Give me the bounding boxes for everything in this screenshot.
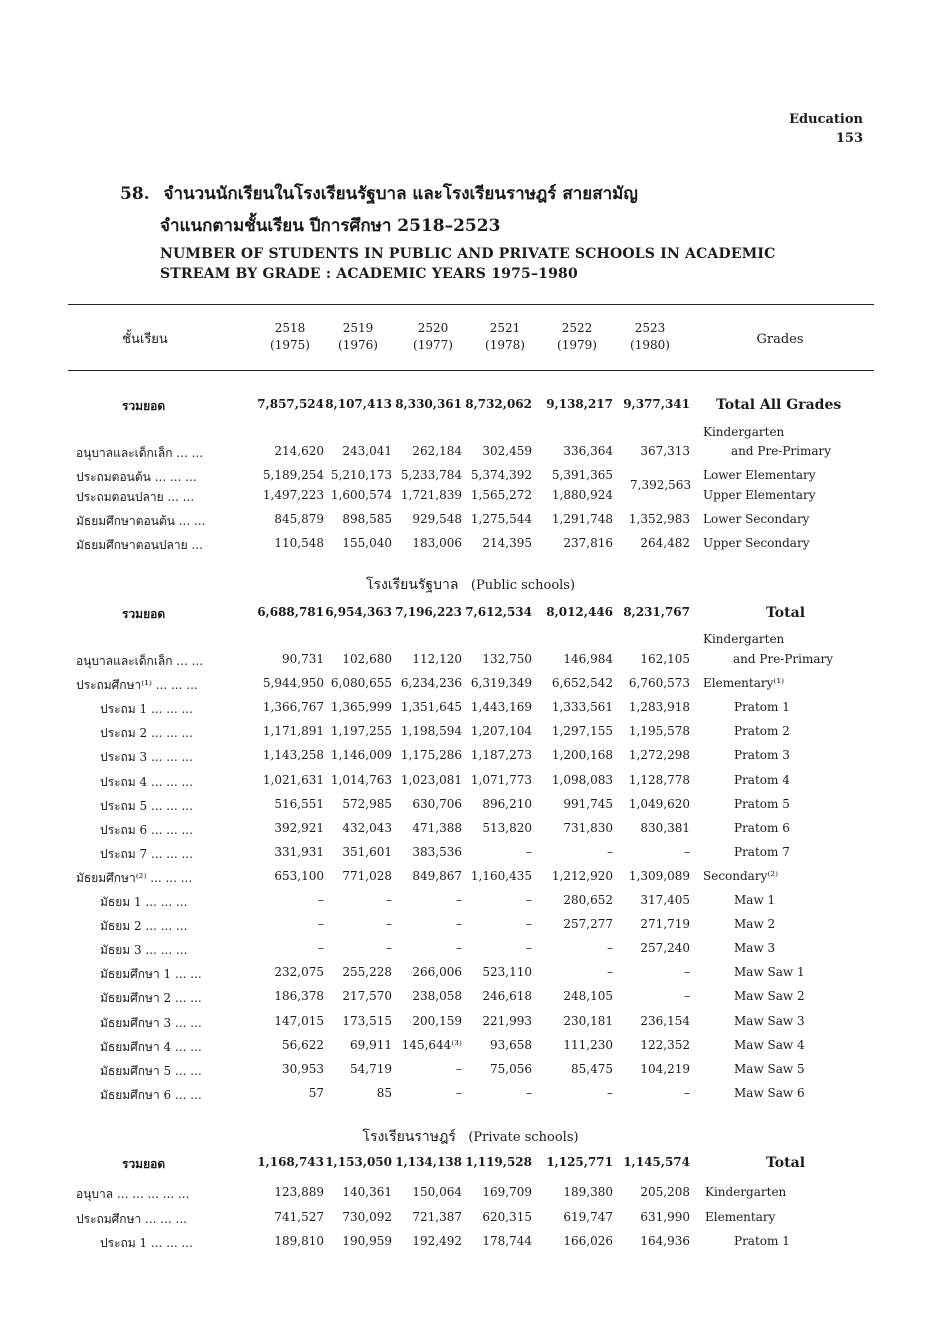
table-cell: – xyxy=(386,941,392,956)
table-cell: 200,159 xyxy=(412,1013,462,1028)
table-cell: 189,380 xyxy=(563,1185,613,1199)
table-cell: 730,092 xyxy=(342,1209,392,1224)
row-label-english: Total All Grades xyxy=(716,397,842,413)
table-cell: 205,208 xyxy=(640,1185,690,1199)
table-cell: 741,527 xyxy=(274,1209,324,1224)
table-cell: 217,570 xyxy=(342,989,392,1004)
row-label-thai: ประถม 4 ... ... ... xyxy=(100,774,193,789)
table-cell: – xyxy=(684,844,690,859)
row-label-thai: มัธยม 1 ... ... ... xyxy=(100,895,188,909)
table-cell: 271,719 xyxy=(640,917,690,932)
table-cell: 112,120 xyxy=(412,652,462,666)
table-cell: – xyxy=(456,1061,462,1076)
table-cell: – xyxy=(456,893,462,907)
top-rule xyxy=(68,304,874,305)
table-cell: 257,240 xyxy=(640,941,690,956)
row-label-english: Pratom 5 xyxy=(734,796,790,811)
table-cell: 56,622 xyxy=(282,1037,324,1052)
table-cell: – xyxy=(456,917,462,932)
table-cell: 1,443,169 xyxy=(470,700,532,715)
table-cell: 104,219 xyxy=(640,1061,690,1076)
table-cell: – xyxy=(526,941,532,956)
table-cell: 620,315 xyxy=(482,1209,532,1224)
row-label-thai: มัธยมศึกษา 4 ... ... xyxy=(100,1039,202,1054)
row-label-thai: มัธยมศึกษา⁽²⁾ ... ... ... xyxy=(76,870,193,885)
row-label-english: and Pre-Primary xyxy=(733,652,834,666)
title-thai-line2: จำแนกตามชั้นเรียน ปีการศึกษา 2518–2523 xyxy=(160,216,501,236)
table-cell: 1,175,286 xyxy=(400,748,462,763)
table-cell: 102,680 xyxy=(342,652,392,666)
row-label-english: Maw 3 xyxy=(734,941,776,956)
table-cell: 516,551 xyxy=(274,796,324,811)
column-header-year: 2520 (1977) xyxy=(413,321,453,352)
table-row xyxy=(0,1062,941,1084)
row-label-english: Pratom 2 xyxy=(734,724,790,739)
table-cell: – xyxy=(456,941,462,956)
table-cell: – xyxy=(607,941,613,956)
header-rule xyxy=(68,370,874,371)
table-cell: 1,146,009 xyxy=(330,748,392,763)
page-number: 153 xyxy=(835,131,863,146)
table-cell: – xyxy=(607,965,613,980)
table-cell: 150,064 xyxy=(412,1185,462,1199)
table-cell: 1,309,089 xyxy=(628,868,690,883)
table-cell: 255,228 xyxy=(342,965,392,980)
table-row xyxy=(0,1086,941,1108)
table-cell: 166,026 xyxy=(563,1234,613,1248)
table-cell: 54,719 xyxy=(350,1061,392,1076)
table-cell: 1,049,620 xyxy=(628,796,690,811)
row-label-english: Maw Saw 1 xyxy=(734,965,805,980)
row-label-thai: มัธยม 2 ... ... ... xyxy=(100,919,188,934)
row-label-english: Maw Saw 3 xyxy=(734,1013,805,1028)
table-cell: 1,366,767 xyxy=(262,700,324,715)
table-cell: 1,197,255 xyxy=(330,724,392,739)
table-cell: 190,959 xyxy=(342,1234,392,1248)
table-cell: 653,100 xyxy=(274,868,324,883)
table-cell: 164,936 xyxy=(640,1234,690,1248)
table-cell: 75,056 xyxy=(490,1061,532,1076)
row-label-thai: ประถม 3 ... ... ... xyxy=(100,750,193,765)
row-label-english: Pratom 1 xyxy=(734,1234,790,1248)
row-label-english: Pratom 4 xyxy=(734,772,790,787)
table-title-thai xyxy=(120,180,638,207)
row-label-thai: ประถม 5 ... ... ... xyxy=(100,798,193,813)
table-cell: 1,297,155 xyxy=(551,724,613,739)
table-row xyxy=(0,724,941,746)
table-cell: 1,365,999 xyxy=(330,700,392,715)
column-header-year: 2519 (1976) xyxy=(338,321,378,352)
row-label-english: Pratom 7 xyxy=(734,844,790,859)
row-label-english: Pratom 3 xyxy=(734,748,790,763)
merged-elementary-1980: 7,392,563 xyxy=(630,478,692,492)
table-row xyxy=(0,821,941,843)
table-row xyxy=(0,1038,941,1060)
table-cell: 111,230 xyxy=(563,1037,613,1052)
table-row: ประถมตอนปลาย ... ... 1,497,223 1,600,574 1,721,839 1,565,272 1,880,924 Upper Elementary xyxy=(76,488,816,504)
table-cell: 147,015 xyxy=(274,1013,324,1028)
table-cell: 523,110 xyxy=(482,965,532,980)
row-label-thai: มัธยม 3 ... ... ... xyxy=(100,943,188,958)
row-label-english-line1: Kindergarten xyxy=(703,632,785,646)
table-cell: 6,080,655 xyxy=(330,676,392,691)
table-row xyxy=(0,797,941,819)
table-cell: 1,098,083 xyxy=(551,772,613,787)
row-label-thai: ประถม 1 ... ... ... xyxy=(100,1236,193,1250)
table-cell: 392,921 xyxy=(274,820,324,835)
table-row xyxy=(0,748,941,770)
table-cell: 721,387 xyxy=(412,1209,462,1224)
table-cell: – xyxy=(318,941,324,956)
table-cell: – xyxy=(318,893,324,907)
row-label-thai: อนุบาลและเด็กเล็ก ... ... xyxy=(76,654,204,668)
column-header-grades-english: Grades xyxy=(756,332,804,347)
table-cell: 991,745 xyxy=(563,796,613,811)
table-cell: 280,652 xyxy=(563,893,613,907)
table-cell: 1,351,645 xyxy=(400,700,462,715)
table-cell: – xyxy=(526,893,532,907)
table-cell: 1,198,594 xyxy=(400,724,462,739)
table-cell: – xyxy=(386,893,392,907)
row-label-thai: มัธยมศึกษา 5 ... ... xyxy=(100,1063,202,1078)
table-cell: – xyxy=(684,965,690,980)
table-cell: 1,283,918 xyxy=(628,700,690,715)
table-cell: 85,475 xyxy=(571,1061,613,1076)
table-cell: 1,187,273 xyxy=(470,748,532,763)
table-cell: 238,058 xyxy=(412,989,462,1004)
row-label-english: Pratom 1 xyxy=(734,700,790,715)
table-row xyxy=(0,941,941,963)
table-cell: 572,985 xyxy=(342,796,392,811)
table-row: มัธยมศึกษาตอนปลาย ... 110,548 155,040 183,006 214,395 237,816 264,482 Upper Secondary xyxy=(76,536,810,552)
table-cell: 178,744 xyxy=(482,1234,532,1248)
column-header-grades-thai: ชั้นเรียน xyxy=(122,332,168,347)
table-cell: 90,731 xyxy=(282,652,324,666)
table-cell: 6,760,573 xyxy=(628,676,690,691)
row-label-english: Maw Saw 5 xyxy=(734,1061,805,1076)
table-cell: – xyxy=(684,989,690,1004)
table-cell: 1,143,258 xyxy=(262,748,324,763)
table-row xyxy=(0,917,941,939)
table-cell: 189,810 xyxy=(274,1234,324,1248)
row-label-english: Maw 2 xyxy=(734,917,776,932)
table-cell: 331,931 xyxy=(274,844,324,859)
row-label-english-line1: Kindergarten xyxy=(703,425,785,439)
table-cell: 849,867 xyxy=(412,868,462,883)
table-cell: 317,405 xyxy=(640,893,690,907)
table-cell: 123,889 xyxy=(274,1185,324,1199)
table-cell: 513,820 xyxy=(482,820,532,835)
row-label-english: Maw 1 xyxy=(734,893,776,907)
table-row xyxy=(0,700,941,722)
table-cell: 351,601 xyxy=(342,844,392,859)
table-cell: 1,021,631 xyxy=(262,772,324,787)
table-cell: – xyxy=(526,1085,532,1100)
table-number: 58. xyxy=(120,184,150,204)
table-cell: 30,953 xyxy=(282,1061,324,1076)
table-cell: 140,361 xyxy=(342,1185,392,1199)
table-cell: 1,071,773 xyxy=(470,772,532,787)
table-row xyxy=(0,1014,941,1036)
table-cell: 132,750 xyxy=(482,652,532,666)
row-label-english: Elementary⁽¹⁾ xyxy=(703,676,785,691)
table-cell: – xyxy=(456,1085,462,1100)
table-row xyxy=(0,869,941,891)
table-cell: 246,618 xyxy=(482,989,532,1004)
table-cell: – xyxy=(607,1085,613,1100)
table-cell: 1,207,104 xyxy=(470,724,532,739)
table-cell: 1,333,561 xyxy=(551,700,613,715)
table-cell: 1,200,168 xyxy=(551,748,613,763)
table-cell: 162,105 xyxy=(640,652,690,666)
column-header-year: 2521 (1978) xyxy=(485,321,525,352)
table-row xyxy=(0,676,941,698)
table-cell: 630,706 xyxy=(412,796,462,811)
row-label-thai: ประถม 7 ... ... ... xyxy=(100,846,193,861)
table-row xyxy=(0,965,941,987)
table-cell: 5,944,950 xyxy=(262,676,324,691)
row-label-english: Maw Saw 6 xyxy=(734,1085,805,1100)
row-label-thai: อนุบาล ... ... ... ... ... xyxy=(76,1187,190,1201)
table-cell: 1,128,778 xyxy=(628,772,690,787)
table-row: ประถมตอนต้น ... ... ... 5,189,254 5,210,173 5,233,784 5,374,392 5,391,365 Lower Elementary xyxy=(76,468,816,484)
table-cell: 236,154 xyxy=(640,1013,690,1028)
section-heading-private: โรงเรียนราษฎร์ (Private schools) xyxy=(362,1129,579,1145)
table-cell: 257,277 xyxy=(563,917,613,932)
table-cell: 232,075 xyxy=(274,965,324,980)
table-cell: 192,492 xyxy=(412,1234,462,1248)
table-row xyxy=(0,1185,941,1207)
row-label-thai: มัธยมศึกษา 3 ... ... xyxy=(100,1015,202,1030)
row-label-thai: ประถมศึกษา⁽¹⁾ ... ... ... xyxy=(76,678,198,693)
table-cell: 471,388 xyxy=(412,820,462,835)
column-header-year: 2523 (1980) xyxy=(630,321,670,352)
table-cell: 1,023,081 xyxy=(400,772,462,787)
table-cell: 619,747 xyxy=(563,1209,613,1224)
table-cell: 1,160,435 xyxy=(470,868,532,883)
table-cell: 432,043 xyxy=(342,820,392,835)
table-cell: 186,378 xyxy=(274,989,324,1004)
row-label-thai: ประถม 1 ... ... ... xyxy=(100,702,193,717)
table-cell: 731,830 xyxy=(563,820,613,835)
section-heading-public: โรงเรียนรัฐบาล (Public schools) xyxy=(365,577,576,593)
table-cell: – xyxy=(526,917,532,932)
table-row-total-all: รวมยอด 7,857,524 8,107,413 8,330,361 8,732,062 9,138,217 9,377,341 Total All Grades xyxy=(0,397,941,419)
table-cell: – xyxy=(607,844,613,859)
table-cell: 145,644⁽³⁾ xyxy=(401,1037,462,1052)
table-row xyxy=(0,845,941,867)
table-cell: 6,319,349 xyxy=(470,676,532,691)
table-row-total-private: รวมยอด 1,168,743 1,153,050 1,134,138 1,119,528 1,125,771 1,145,574 Total xyxy=(122,1155,806,1171)
table-cell: 771,028 xyxy=(342,868,392,883)
table-cell: 6,652,542 xyxy=(551,676,613,691)
title-english-line1: NUMBER OF STUDENTS IN PUBLIC AND PRIVATE SCHOOLS IN ACADEMIC xyxy=(160,246,776,262)
table-row xyxy=(0,652,941,674)
table-cell: 631,990 xyxy=(640,1209,690,1224)
column-header-year: 2522 (1979) xyxy=(557,321,597,352)
table-row xyxy=(0,1234,941,1256)
title-english-line2: STREAM BY GRADE : ACADEMIC YEARS 1975–1980 xyxy=(160,266,578,282)
table-cell: 122,352 xyxy=(640,1037,690,1052)
table-cell: 169,709 xyxy=(482,1185,532,1199)
table-cell: 85 xyxy=(376,1085,392,1100)
table-cell: 69,911 xyxy=(350,1037,392,1052)
table-row xyxy=(0,1210,941,1232)
table-cell: 1,212,920 xyxy=(551,868,613,883)
title-thai-line1: จำนวนนักเรียนในโรงเรียนรัฐบาล และโรงเรียนราษฎร์ สายสามัญ xyxy=(163,184,638,204)
row-label-thai: มัธยมศึกษา 1 ... ... xyxy=(100,967,202,982)
row-label-thai: รวมยอด xyxy=(122,399,166,413)
row-label-thai: มัธยมศึกษา 2 ... ... xyxy=(100,991,202,1006)
table-cell: 1,272,298 xyxy=(628,748,690,763)
table-cell: – xyxy=(526,844,532,859)
row-label-english: Pratom 6 xyxy=(734,820,790,835)
table-row xyxy=(0,773,941,795)
table-cell: 146,984 xyxy=(563,652,613,666)
table-cell: 830,381 xyxy=(640,820,690,835)
row-label-thai: ประถมศึกษา ... ... ... xyxy=(76,1211,187,1226)
table-cell: 896,210 xyxy=(482,796,532,811)
table-cell: 266,006 xyxy=(412,965,462,980)
table-cell: 1,014,763 xyxy=(330,772,392,787)
table-cell: – xyxy=(318,917,324,932)
table-cell: 173,515 xyxy=(342,1013,392,1028)
row-label-thai: ประถม 2 ... ... ... xyxy=(100,726,193,741)
table-cell: 57 xyxy=(308,1085,324,1100)
table-cell: 221,993 xyxy=(482,1013,532,1028)
table-cell: 6,234,236 xyxy=(400,676,462,691)
table-cell: 1,195,578 xyxy=(628,724,690,739)
row-label-english: Maw Saw 2 xyxy=(734,989,805,1004)
section-header: Education xyxy=(789,112,863,127)
row-label-english: Secondary⁽²⁾ xyxy=(703,868,779,883)
table-cell: 93,658 xyxy=(490,1037,532,1052)
table-row xyxy=(0,989,941,1011)
table-cell: 248,105 xyxy=(563,989,613,1004)
table-row-total-public: รวมยอด 6,688,781 6,954,363 7,196,223 7,612,534 8,012,446 8,231,767 Total xyxy=(122,605,806,621)
table-cell: 383,536 xyxy=(412,844,462,859)
table-row xyxy=(0,893,941,915)
table-row: มัธยมศึกษาตอนต้น ... ... 845,879 898,585 929,548 1,275,544 1,291,748 1,352,983 Lower Secondary xyxy=(76,512,810,528)
row-label-thai: ประถม 6 ... ... ... xyxy=(100,822,193,837)
column-header-year: 2518 (1975) xyxy=(270,321,310,352)
table-row: อนุบาลและเด็กเล็ก ... ... 214,620 243,041 262,184 302,459 336,364 367,313 and Pre-Primary xyxy=(76,444,832,460)
table-cell: – xyxy=(684,1085,690,1100)
row-label-english: Kindergarten xyxy=(705,1185,787,1199)
table-cell: 230,181 xyxy=(563,1013,613,1028)
table-cell: – xyxy=(386,917,392,932)
row-label-english: Elementary xyxy=(705,1209,776,1224)
row-label-thai: มัธยมศึกษา 6 ... ... xyxy=(100,1087,202,1102)
table-cell: 1,171,891 xyxy=(262,724,324,739)
row-label-english: Maw Saw 4 xyxy=(734,1037,805,1052)
